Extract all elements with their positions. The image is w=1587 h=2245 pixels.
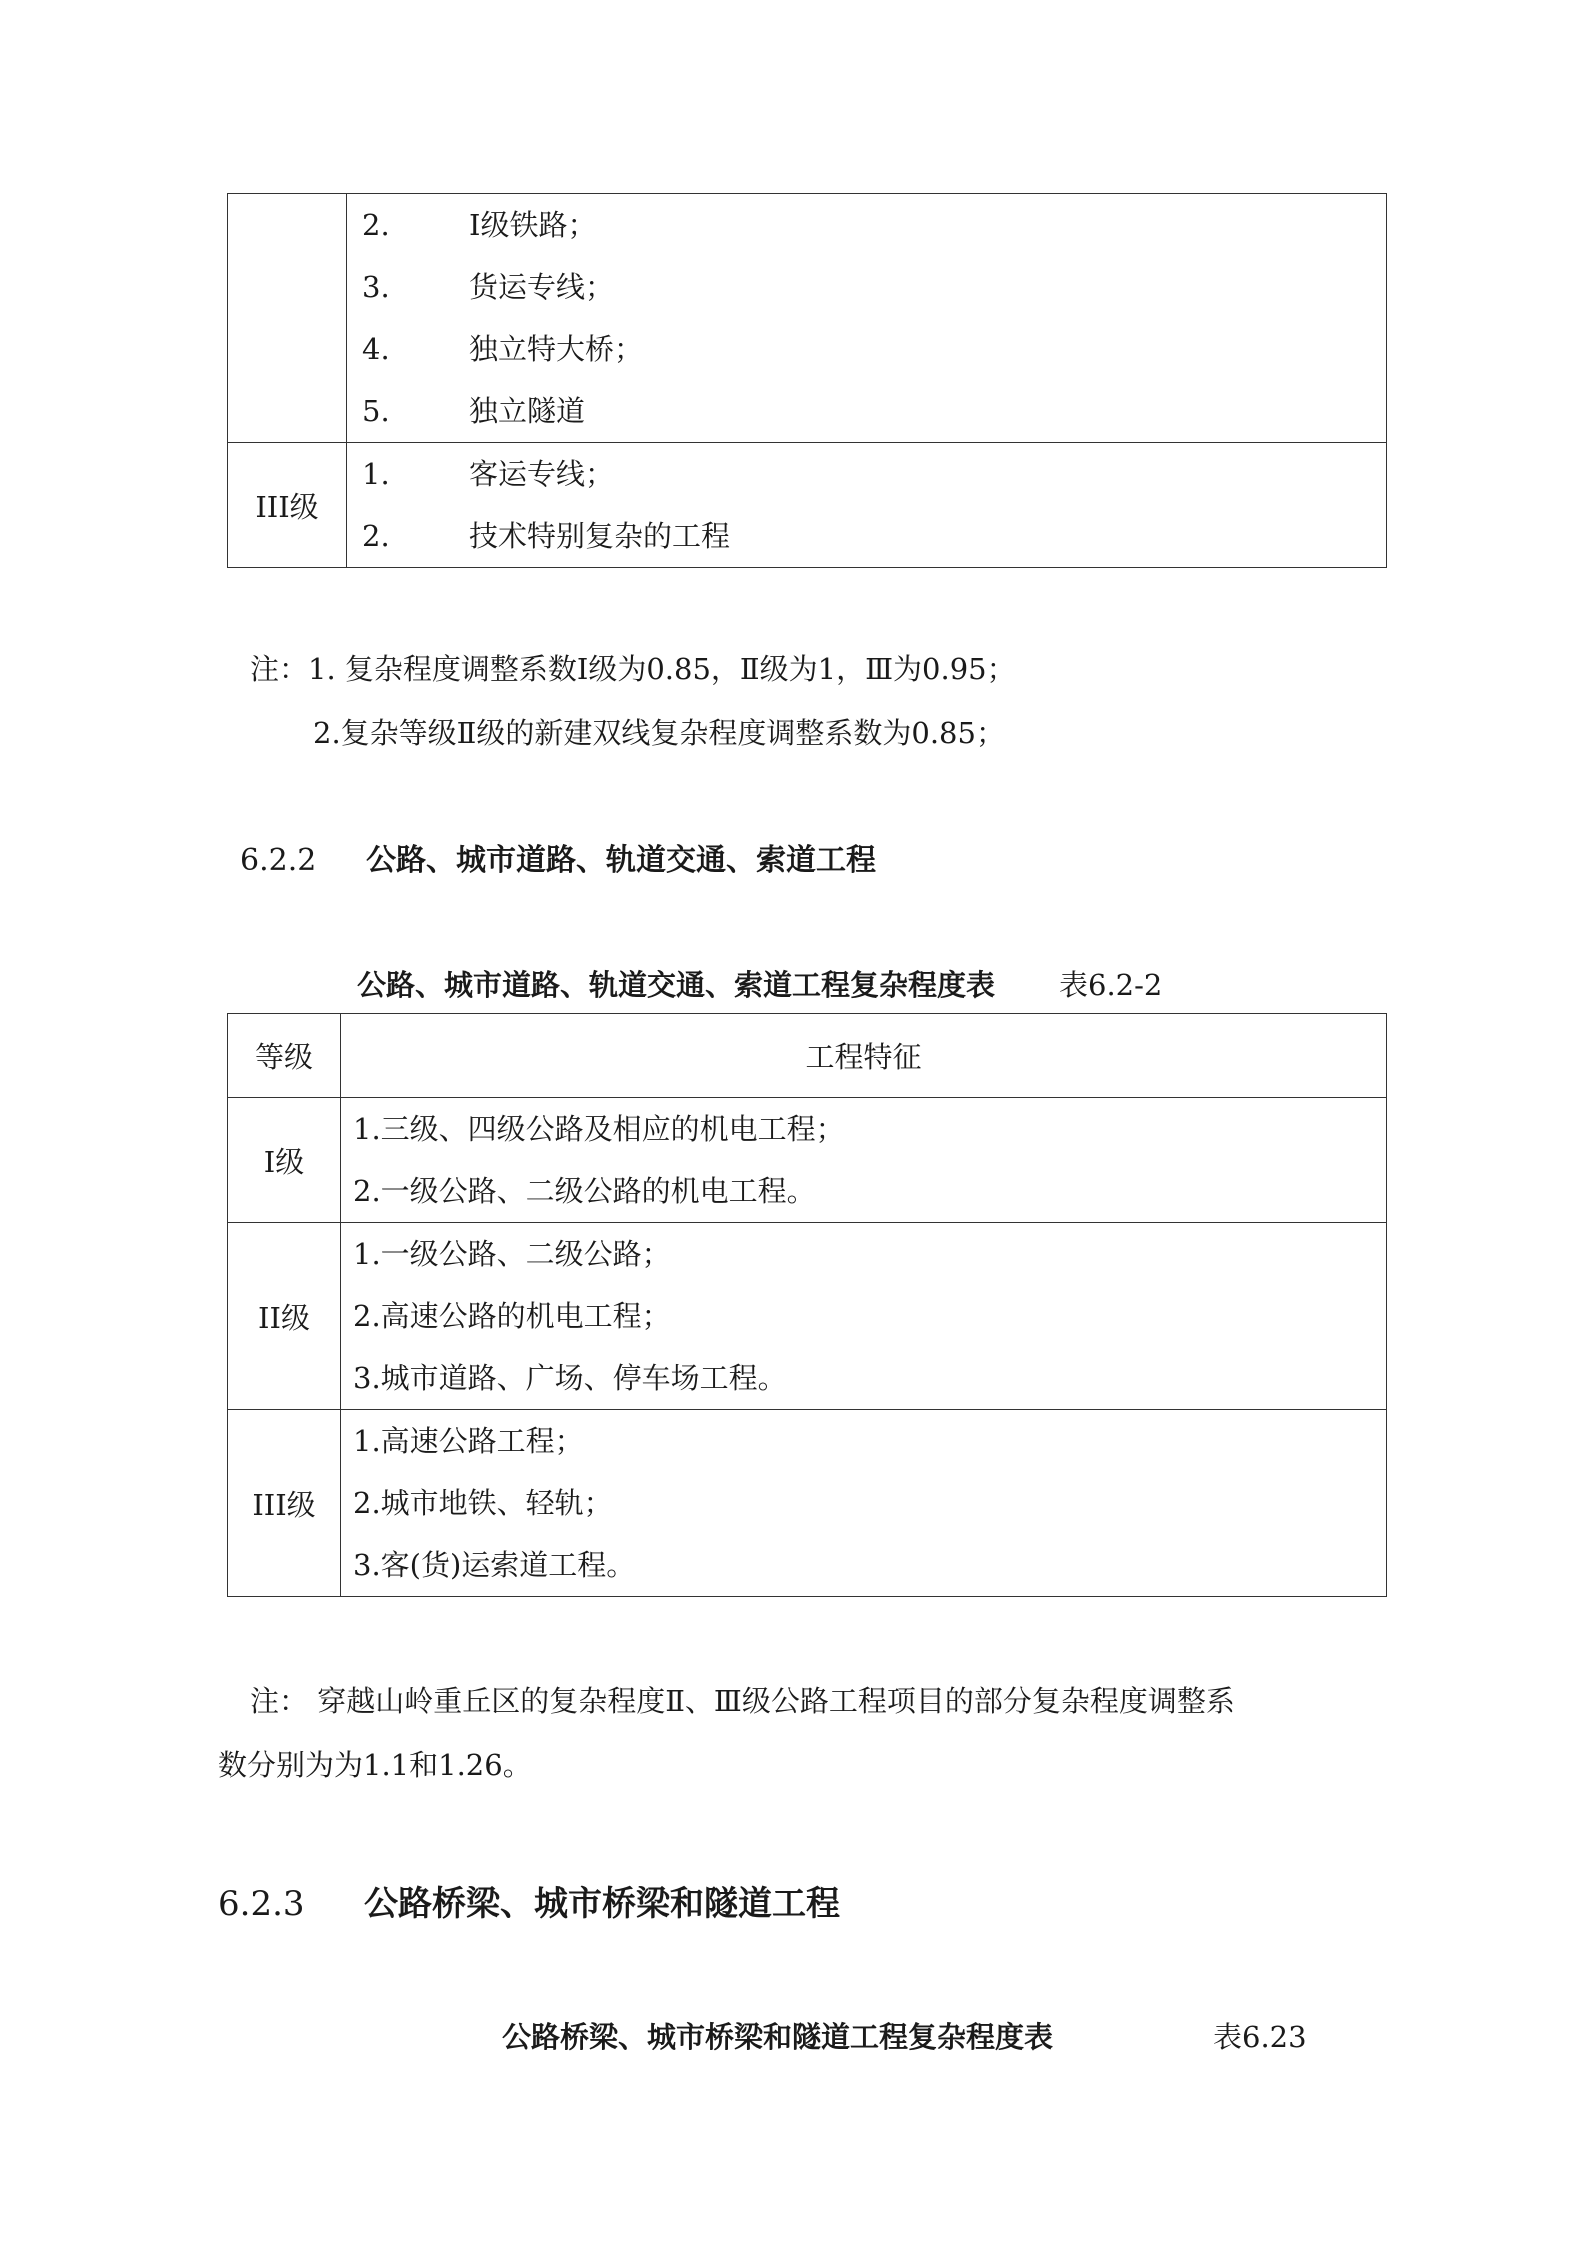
feature-item: 1.三级、四级公路及相应的机电工程； <box>353 1112 845 1146</box>
item-text: Ⅰ级铁路； <box>469 208 597 242</box>
feature-item: 1.一级公路、二级公路； <box>353 1237 671 1271</box>
note-1-line-2: 2.复杂等级Ⅱ级的新建双线复杂程度调整系数为0.85； <box>313 716 1005 750</box>
item-text: 货运专线； <box>469 270 615 304</box>
level-cell <box>228 1098 341 1223</box>
feature-item: 3.客(货)运索道工程。 <box>353 1548 636 1582</box>
feature-item: 3.城市道路、广场、停车场工程。 <box>353 1361 787 1395</box>
item-text: 技术特别复杂的工程 <box>469 519 731 553</box>
level-label: III级 <box>255 489 319 524</box>
header-feature-label: 工程特征 <box>805 1040 922 1074</box>
table-row <box>228 194 1387 443</box>
level-cell <box>228 1223 341 1410</box>
table-row <box>228 1098 1387 1223</box>
item-text: 独立隧道 <box>469 394 586 428</box>
item-number: 2. <box>362 519 390 553</box>
note-2-line-2: 数分别为为1.1和1.26。 <box>218 1748 532 1782</box>
section-title: 公路、城市道路、轨道交通、索道工程 <box>366 843 876 878</box>
feature-cell <box>341 1410 1387 1597</box>
section-number: 6.2.2 <box>240 843 317 878</box>
table-road-complexity <box>227 1013 1387 1597</box>
level-cell <box>228 194 347 443</box>
feature-item <box>347 318 1386 380</box>
feature-cell <box>347 194 1387 443</box>
section-heading-6-2-2 <box>240 835 876 879</box>
level-cell <box>228 443 347 568</box>
table-2-caption <box>357 963 1162 1004</box>
level-label: II级 <box>258 1300 310 1335</box>
caption-title: 公路、城市道路、轨道交通、索道工程复杂程度表 <box>357 968 996 1002</box>
item-number: 1. <box>362 457 390 491</box>
note-1-line-1: 注：1. 复杂程度调整系数Ⅰ级为0.85，Ⅱ级为1，Ⅲ为0.95； <box>250 652 1016 686</box>
header-level <box>228 1014 341 1098</box>
table-row <box>228 443 1387 568</box>
feature-item <box>347 194 1386 256</box>
table-row <box>228 1223 1387 1410</box>
section-number: 6.2.3 <box>218 1884 305 1924</box>
caption-id: 表6.2-2 <box>1059 968 1163 1002</box>
caption-title: 公路桥梁、城市桥梁和隧道工程复杂程度表 <box>502 2020 1054 2054</box>
caption-id: 表6.23 <box>1213 2020 1307 2054</box>
item-text: 客运专线； <box>469 457 615 491</box>
section-title: 公路桥梁、城市桥梁和隧道工程 <box>364 1884 840 1924</box>
level-label: III级 <box>252 1487 316 1522</box>
feature-item <box>347 256 1386 318</box>
level-label: Ⅰ级 <box>263 1144 305 1179</box>
feature-cell <box>341 1098 1387 1223</box>
feature-item <box>347 505 1386 567</box>
table-railway-complexity <box>227 193 1387 568</box>
feature-item <box>347 443 1386 505</box>
table-3-caption <box>502 2015 1307 2056</box>
feature-item: 2.城市地铁、轻轨； <box>353 1486 613 1520</box>
item-number: 3. <box>362 270 390 304</box>
section-heading-6-2-3 <box>218 1876 840 1925</box>
item-number: 4. <box>362 332 390 366</box>
feature-item: 1.高速公路工程； <box>353 1424 584 1458</box>
feature-cell <box>341 1223 1387 1410</box>
item-number: 2. <box>362 208 390 242</box>
feature-item: 2.一级公路、二级公路的机电工程。 <box>353 1174 816 1208</box>
item-text: 独立特大桥； <box>469 332 644 366</box>
feature-item <box>347 380 1386 442</box>
header-feature <box>341 1014 1387 1098</box>
level-cell <box>228 1410 341 1597</box>
item-number: 5. <box>362 394 390 428</box>
table-header-row <box>228 1014 1387 1098</box>
header-level-label: 等级 <box>254 1040 313 1074</box>
feature-item: 2.高速公路的机电工程； <box>353 1299 671 1333</box>
note-2-line-1: 注： 穿越山岭重丘区的复杂程度Ⅱ、Ⅲ级公路工程项目的部分复杂程度调整系 <box>250 1684 1235 1718</box>
table-row <box>228 1410 1387 1597</box>
feature-cell <box>347 443 1387 568</box>
